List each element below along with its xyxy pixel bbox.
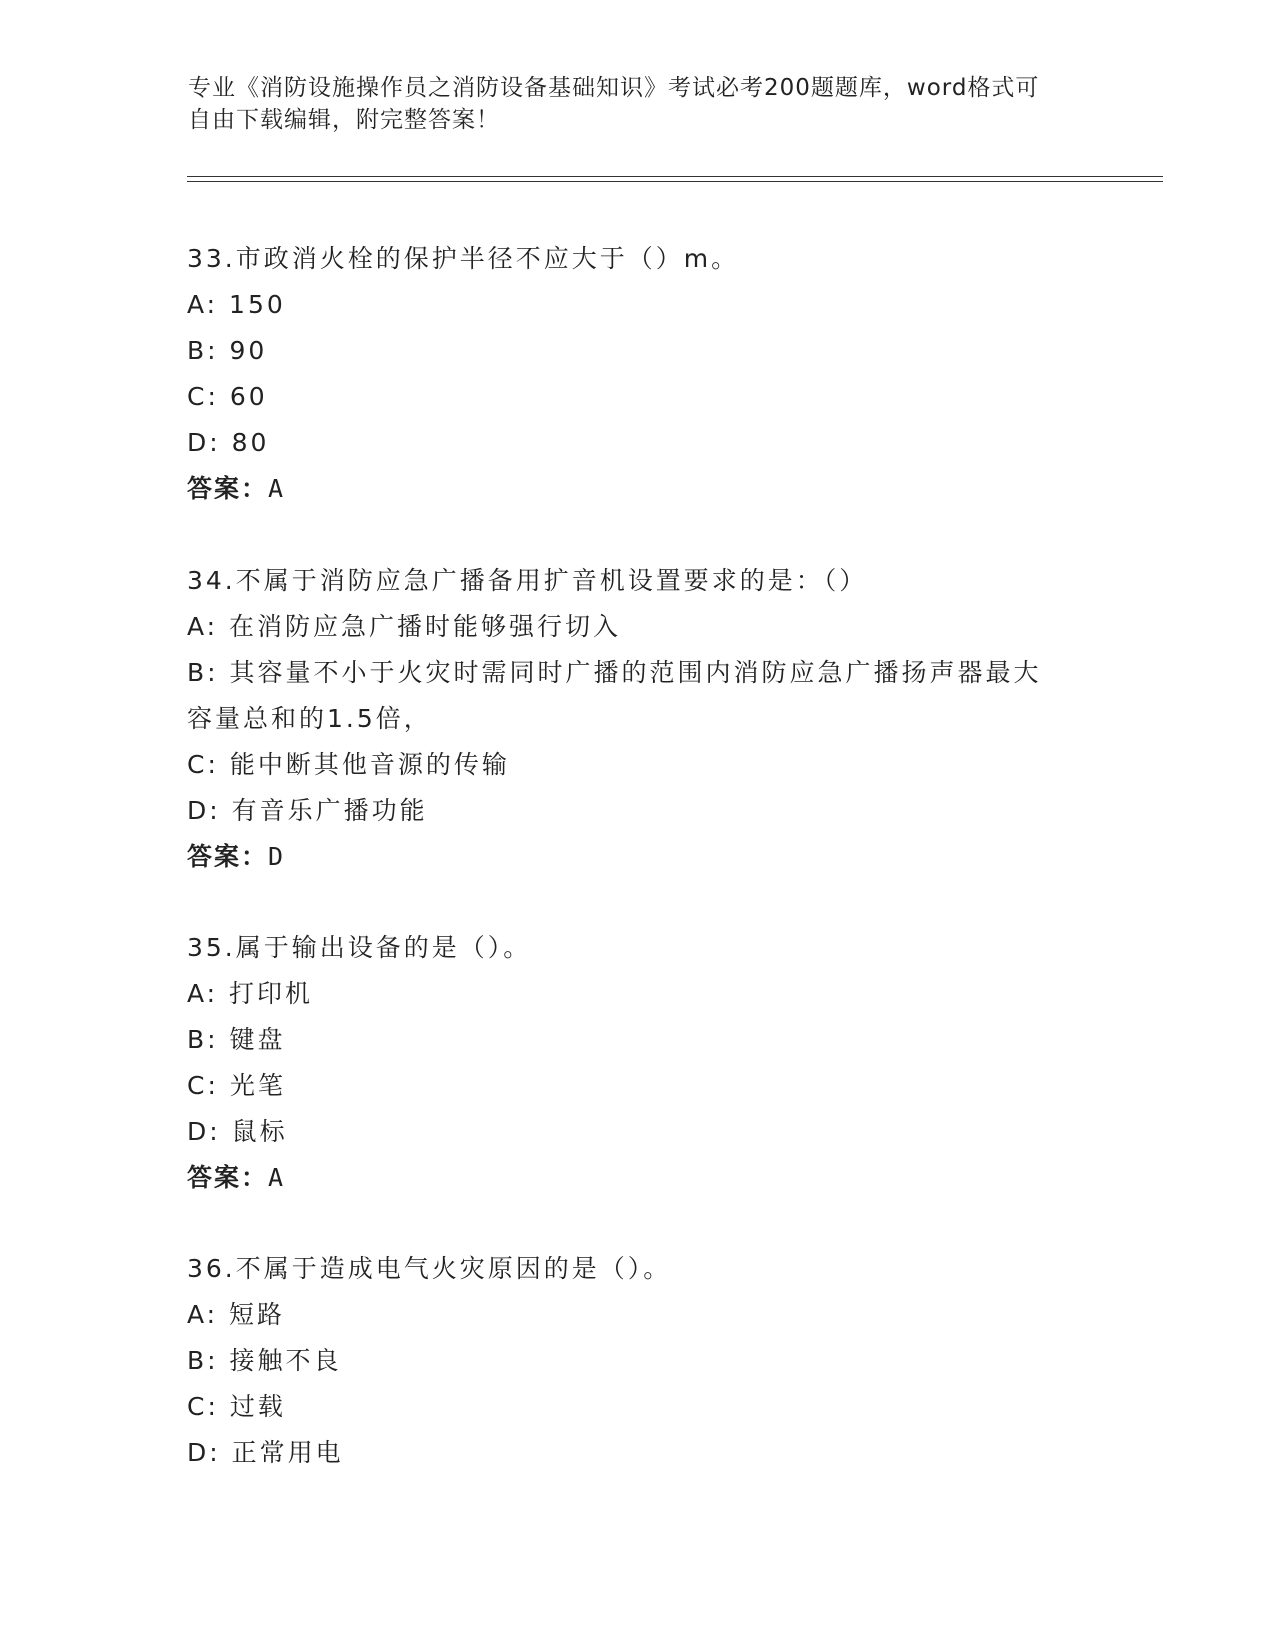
question-block (187, 558, 1087, 880)
option-a: A: 150 (187, 290, 286, 319)
answer-label: 答案： (187, 842, 269, 871)
answer-value: A (268, 1163, 286, 1192)
option-a: A: 短路 (187, 1300, 286, 1329)
answer-line (187, 466, 1087, 512)
question-stem: 35.属于输出设备的是（）。 (187, 933, 532, 962)
answer-label: 答案： (187, 474, 269, 503)
header-line-2: 自由下载编辑，附完整答案！ (188, 107, 500, 133)
answer-value: D (268, 842, 286, 871)
question-stem: 36.不属于造成电气火灾原因的是（）。 (187, 1254, 672, 1283)
question-stem: 33.市政消火栓的保护半径不应大于（）m。 (187, 244, 740, 273)
document-header (188, 72, 1088, 136)
option-b-text: B: 其容量不小于火灾时需同时广播的范围内消防应急广播扬声器最大容量总和的1.5倍， (187, 658, 1042, 733)
answer-label: 答案： (187, 1163, 269, 1192)
option-d: D: 有音乐广播功能 (187, 796, 428, 825)
header-divider-top (187, 176, 1163, 177)
answer-line (187, 834, 1087, 880)
option-c: C: 60 (187, 382, 268, 411)
option-d: D: 正常用电 (187, 1438, 344, 1467)
answer-value: A (268, 474, 286, 503)
option-b (187, 650, 1087, 742)
option-b: B: 90 (187, 336, 268, 365)
option-a: A: 在消防应急广播时能够强行切入 (187, 612, 622, 641)
option-a: A: 打印机 (187, 979, 314, 1008)
question-block (187, 925, 1087, 1201)
option-b: B: 接触不良 (187, 1346, 342, 1375)
header-line-1: 专业《消防设施操作员之消防设备基础知识》考试必考200题题库，word格式可 (188, 75, 1040, 101)
option-d: D: 80 (187, 428, 270, 457)
answer-line (187, 1155, 1087, 1201)
option-c: C: 能中断其他音源的传输 (187, 750, 510, 779)
option-c: C: 光笔 (187, 1071, 286, 1100)
header-divider-bottom (187, 181, 1163, 182)
option-b: B: 键盘 (187, 1025, 286, 1054)
question-block (187, 236, 1087, 512)
question-stem: 34.不属于消防应急广播备用扩音机设置要求的是：（） (187, 566, 868, 595)
question-block (187, 1246, 1087, 1476)
option-d: D: 鼠标 (187, 1117, 288, 1146)
option-c: C: 过载 (187, 1392, 286, 1421)
